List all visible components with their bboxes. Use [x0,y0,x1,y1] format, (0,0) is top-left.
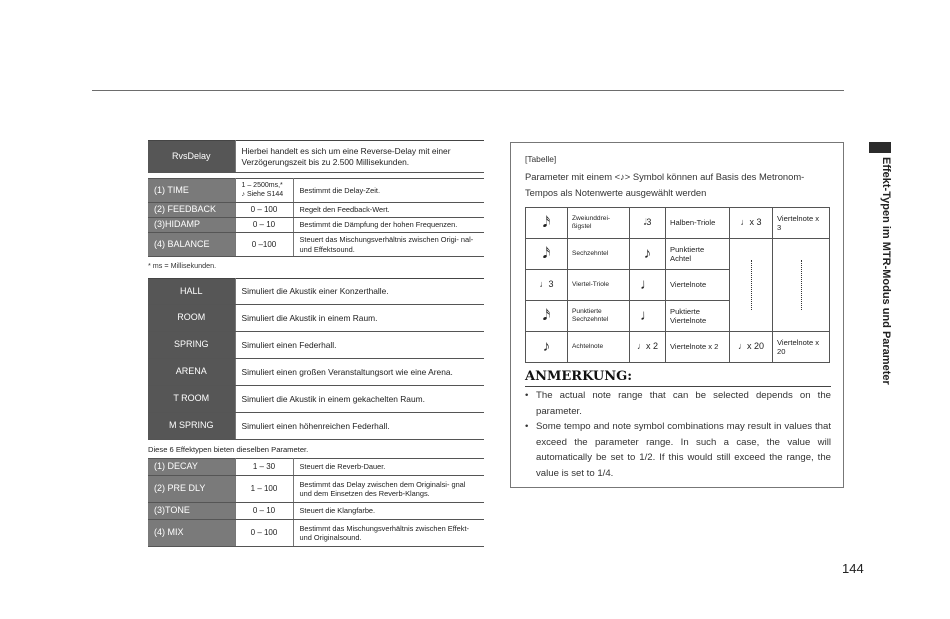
continuation-dots [773,239,830,332]
param-row [148,218,484,233]
note-symbol: 𝅘𝅥𝅯 [526,301,568,332]
section-tab-marker [869,142,891,153]
reverb-desc: Simuliert die Akustik einer Konzerthalle. [235,279,484,305]
reverb-name: M SPRING [148,413,235,440]
param-desc: Bestimmt die Delay-Zeit. [293,179,484,203]
reverb-name: SPRING [148,332,235,359]
note-values-table [525,207,830,363]
param-row [148,233,484,257]
note-symbol: ♩3 [526,270,568,301]
param-desc: Steuert die Klangfarbe. [293,503,484,520]
param-desc: Bestimmt das Mischungsverhältnis zwischen Effekt- und Originalsound. [293,520,484,547]
param-label: (3)TONE [148,503,235,520]
note-symbol: ♩ [630,270,666,301]
reverb-name: HALL [148,279,235,305]
rvsdelay-header-row [148,141,484,173]
param-row [148,476,484,503]
reverb-row [148,305,484,332]
param-range [235,179,293,203]
header-rule [92,90,844,91]
side-title: Effekt-Typen im MTR-Modus und Parameter [880,157,892,385]
note-label: Viertelnote x 20 [773,332,830,363]
rvsdelay-name: RvsDelay [148,141,235,173]
anmerkung-item: • Some tempo and note symbol combinations may result in values that exceed the parameter range. In such a case, the value will automatically be set to 1/2. If this would still exceed the range, the value is set to 1/4. [525,419,831,481]
param-desc: Steuert das Mischungsverhältnis zwischen Origi- nal- und Effektsound. [293,233,484,257]
reverb-row [148,386,484,413]
note-label: Punktierte Achtel [666,239,730,270]
note-label: Puktierte Viertelnote [666,301,730,332]
page-number: 144 [842,561,864,576]
note-label: Viertelnote x 2 [666,332,730,363]
param-row [148,520,484,547]
note-label: Achtelnote [568,332,630,363]
param-label: (2) PRE DLY [148,476,235,503]
note-symbol: 𝅘𝅥𝅯 [526,239,568,270]
param-label: (3)HIDAMP [148,218,235,233]
param-desc: Bestimmt die Dämpfung der hohen Frequenzen. [293,218,484,233]
reverb-name: ROOM [148,305,235,332]
note-reference: ♪ Siehe S144 [241,190,284,198]
param-label: (1) DECAY [148,459,235,476]
tabelle-title: [Tabelle] [525,154,557,164]
note-label: Halben-Triole [666,208,730,239]
note-label: Viertelnote x 3 [773,208,830,239]
param-row [148,503,484,520]
param-range: 0 – 100 [235,520,293,547]
reverb-name: T ROOM [148,386,235,413]
param-range: 1 – 100 [235,476,293,503]
reverb-row [148,279,484,305]
reverb-types-table [148,278,484,440]
rvsdelay-table [148,140,484,173]
reverb-params-table [148,458,484,547]
note-symbol: ♩x 20 [730,332,773,363]
param-desc: Bestimmt das Delay zwischen dem Originalsi- gnal und dem Einsetzen des Reverb-Klangs. [293,476,484,503]
note-symbol: ♩ [630,301,666,332]
param-range-value: 1 – 2500ms,* [241,181,283,189]
note-table-box [510,142,844,488]
param-label: (4) BALANCE [148,233,235,257]
note-symbol: ♪ [630,239,666,270]
param-row [148,179,484,203]
anmerkung-list [525,388,831,482]
note-symbol: ♩x 2 [630,332,666,363]
param-range: 1 – 30 [235,459,293,476]
reverb-row [148,332,484,359]
note-row [526,332,830,363]
note-symbol: 𝅗𝅥3 [630,208,666,239]
param-range: 0 – 10 [235,218,293,233]
note-symbol: ♩x 3 [730,208,773,239]
note-symbol: ♪ [526,332,568,363]
left-column [148,140,484,547]
param-row [148,203,484,218]
reverb-desc: Simuliert die Akustik in einem gekachelten Raum. [235,386,484,413]
anmerkung-rule [525,386,831,387]
param-range: 0 – 10 [235,503,293,520]
reverb-row [148,413,484,440]
note-label: Sechzehntel [568,239,630,270]
anmerkung-title: ANMERKUNG: [525,369,633,384]
reverb-note: Diese 6 Effektypen bieten dieselben Parameter. [148,445,309,454]
note-symbol: 𝅘𝅥𝅯 [526,208,568,239]
param-desc: Steuert die Reverb-Dauer. [293,459,484,476]
continuation-dots [730,239,773,332]
note-row [526,208,830,239]
param-row [148,459,484,476]
param-label: (4) MIX [148,520,235,547]
note-row [526,239,830,270]
note-label: Punktierte Sechzehntel [568,301,630,332]
anmerkung-item: • The actual note range that can be selected depends on the parameter. [525,388,831,419]
note-label: Viertelnote [666,270,730,301]
param-label: (1) TIME [148,179,235,203]
rvsdelay-params-table [148,178,484,257]
reverb-name: ARENA [148,359,235,386]
reverb-desc: Simuliert die Akustik in einem Raum. [235,305,484,332]
reverb-desc: Simuliert einen höhenreichen Federhall. [235,413,484,440]
param-label: (2) FEEDBACK [148,203,235,218]
reverb-row [148,359,484,386]
reverb-desc: Simuliert einen großen Veranstaltungsort wie eine Arena. [235,359,484,386]
note-label: Viertel-Triole [568,270,630,301]
param-range: 0 –100 [235,233,293,257]
param-desc: Regelt den Feedback-Wert. [293,203,484,218]
note-label: Zweiunddrei- ßigstel [568,208,630,239]
reverb-desc: Simuliert einen Federhall. [235,332,484,359]
rvsdelay-description: Hierbei handelt es sich um eine Reverse-Delay mit einer Verzögerungszeit bis zu 2.500 Millisekunden. [235,141,484,173]
param-range: 0 – 100 [235,203,293,218]
rvsdelay-footnote: * ms = Millisekunden. [148,261,217,270]
tabelle-intro: Parameter mit einem <♪> Symbol können auf Basis des Metronom-Tempos als Notenwerte ausgewählt werden [525,171,805,198]
